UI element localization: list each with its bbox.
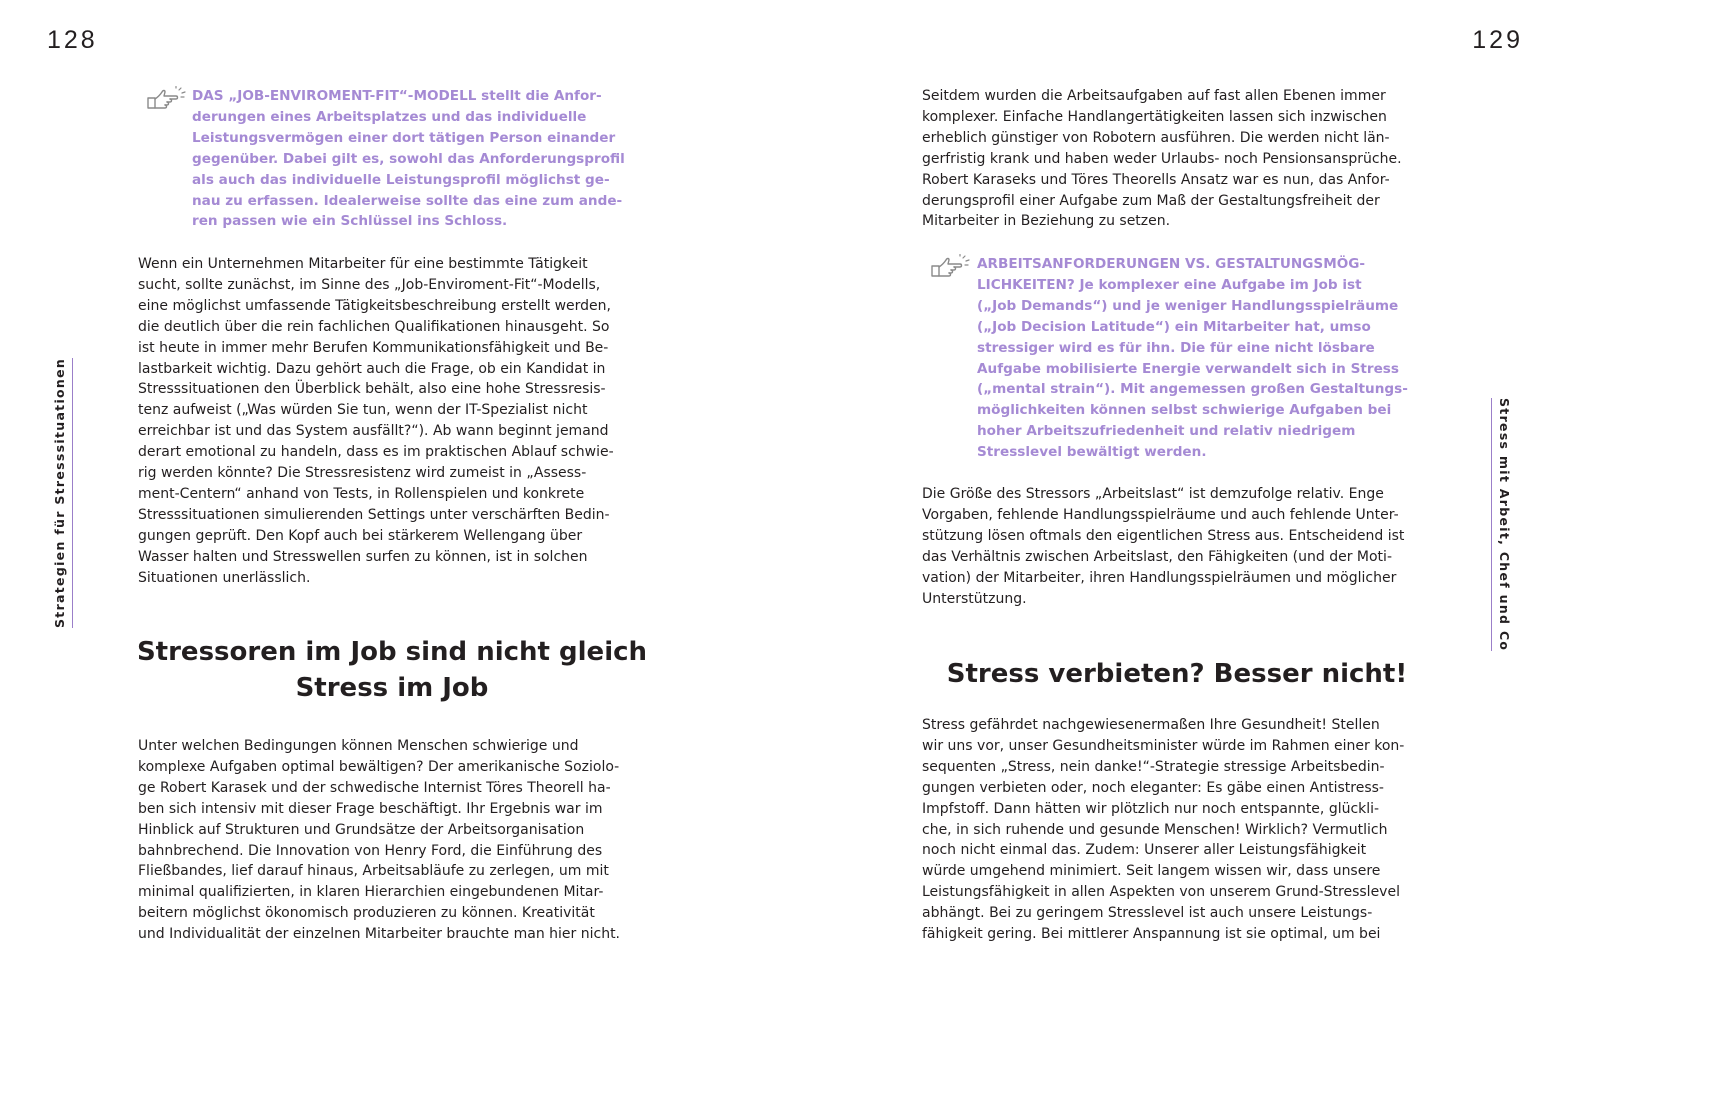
section-heading-left (112, 634, 672, 706)
callout-line: Stresslevel bewältigt werden. (977, 444, 1207, 461)
callout-line: Aufgabe mobilisierte Energie verwandelt sich in Stress (977, 360, 1399, 377)
paragraph-right-2 (922, 484, 1404, 609)
text-line: Unter welchen Bedingungen können Menschen schwierige und (138, 738, 579, 754)
text-line: gungen geprüft. Den Kopf auch bei stärkerem Wellengang über (138, 527, 583, 544)
text-line: vation) der Mitarbeiter, ihren Handlungsspielräumen und möglicher (922, 569, 1397, 586)
callout-line: als auch das individuelle Leistungsprofil möglichst ge- (192, 171, 610, 188)
callout-line: hoher Arbeitszufriedenheit und relativ niedrigem (977, 423, 1356, 440)
text-line: gungen verbieten oder, noch eleganter: Es gäbe einen Antistress- (922, 779, 1384, 796)
paragraph-right-1 (922, 86, 1402, 232)
text-line: Stresssituationen simulierenden Settings unter verschärften Bedin- (138, 506, 610, 523)
text-line: tenz aufweist („Was würden Sie tun, wenn der IT-Spezialist nicht (138, 402, 588, 419)
text-line: derungsprofil einer Aufgabe zum Maß der Gestaltungsfreiheit der (922, 192, 1380, 209)
heading-line: Stress verbieten? Besser nicht! (946, 659, 1408, 689)
text-line: Fließbandes, lief darauf hinaus, Arbeitsabläufe zu zerlegen, um mit (138, 863, 609, 880)
text-line: che, in sich ruhende und gesunde Menschen! Wirklich? Vermutlich (922, 821, 1388, 838)
paragraph-left-2 (138, 736, 620, 945)
pointing-hand-icon (146, 86, 190, 112)
text-line: lastbarkeit wichtig. Dazu gehört auch die Frage, ob ein Kandidat in (138, 360, 606, 377)
page-number-left: 128 (47, 26, 98, 54)
callout-demands-vs-latitude (930, 254, 1450, 469)
paragraph-left-1 (138, 254, 614, 589)
text-line: Die Größe des Stressors „Arbeitslast“ ist demzufolge relativ. Enge (922, 486, 1384, 502)
text-line: ist heute in immer mehr Berufen Kommunikationsfähigkeit und Be- (138, 339, 609, 356)
callout-text-left (192, 86, 625, 232)
callout-line: („Job Demands“) und je weniger Handlungsspielräume (977, 297, 1399, 314)
text-line: eine möglichst umfassende Tätigkeitsbeschreibung erstellt werden, (138, 297, 611, 314)
text-line: ment-Centern“ anhand von Tests, in Rollenspielen und konkrete (138, 485, 585, 502)
text-line: sequenten „Stress, nein danke!“-Strategie stressige Arbeitsbedin- (922, 758, 1385, 775)
text-line: komplexe Aufgaben optimal bewältigen? Der amerikanische Soziolo- (138, 758, 620, 775)
callout-line: („mental strain“). Mit angemessen großen Gestaltungs- (977, 381, 1408, 398)
text-line: und Individualität der einzelnen Mitarbeiter brauchte man hier nicht. (138, 926, 621, 943)
right-page (772, 0, 1544, 1010)
text-line: Leistungsfähigkeit in allen Aspekten von unserem Grund-Stresslevel (922, 884, 1400, 901)
text-line: Seitdem wurden die Arbeitsaufgaben auf fast allen Ebenen immer (922, 88, 1386, 104)
text-line: Wenn ein Unternehmen Mitarbeiter für eine bestimmte Tätigkeit (138, 256, 588, 272)
text-line: Impfstoff. Dann hätten wir plötzlich nur noch entspannte, glückli- (922, 800, 1380, 817)
section-heading-right (892, 656, 1462, 692)
callout-line: gegenüber. Dabei gilt es, sowohl das Anforderungsprofil (192, 150, 625, 167)
heading-line: Stressoren im Job sind nicht gleich (136, 637, 648, 667)
text-line: noch nicht einmal das. Zudem: Unserer aller Leistungsfähigkeit (922, 842, 1367, 859)
text-line: würde umgehend minimiert. Seit langem wissen wir, dass unsere (922, 863, 1381, 880)
text-line: minimal qualifizierten, in klaren Hierarchien eingebundenen Mitar- (138, 884, 604, 901)
text-line: ge Robert Karasek und der schwedische Internist Töres Theorell ha- (138, 779, 611, 796)
callout-line: stressiger wird es für ihn. Die für eine nicht lösbare (977, 339, 1375, 356)
callout-line: DAS „JOB-ENVIROMENT-FIT“-MODELL stellt die Anfor- (192, 88, 602, 104)
pointing-hand-icon (930, 254, 974, 280)
callout-job-environment-fit (146, 86, 666, 236)
callout-line: ren passen wie ein Schlüssel ins Schloss. (192, 213, 508, 230)
text-line: fähigkeit gering. Bei mittlerer Anspannung ist sie optimal, um bei (922, 926, 1381, 943)
text-line: gerfristig krank und haben weder Urlaubs- noch Pensionsansprüche. (922, 150, 1402, 167)
text-line: Vorgaben, fehlende Handlungsspielräume und auch fehlende Unter- (922, 506, 1399, 523)
text-line: das Verhältnis zwischen Arbeitslast, den Fähigkeiten (und der Moti- (922, 548, 1392, 565)
text-line: Stresssituationen den Überblick behält, also eine hohe Stressresis- (138, 381, 606, 398)
text-line: erreichbar ist und das System ausfällt?“). Ab wann beginnt jemand (138, 423, 609, 440)
callout-text-right (977, 254, 1408, 463)
text-line: ben sich intensiv mit dieser Frage beschäftigt. Ihr Ergebnis war im (138, 800, 603, 817)
callout-line: nau zu erfassen. Idealerweise sollte das eine zum ande- (192, 192, 623, 209)
text-line: Unterstützung. (922, 590, 1027, 607)
text-line: Mitarbeiter in Beziehung zu setzen. (922, 213, 1171, 230)
callout-line: LICHKEITEN? Je komplexer eine Aufgabe im Job ist (977, 276, 1362, 293)
callout-line: derungen eines Arbeitsplatzes und das individuelle (192, 108, 587, 125)
heading-line: Stress im Job (295, 673, 489, 703)
text-line: Hinblick auf Strukturen und Grundsätze der Arbeitsorganisation (138, 821, 585, 838)
text-line: derart emotional zu handeln, dass es im praktischen Ablauf schwie- (138, 444, 614, 461)
text-line: Wasser halten und Stresswellen surfen zu können, ist in solchen (138, 548, 588, 565)
text-line: rig werden könnte? Die Stressresistenz wird zumeist in „Assess- (138, 465, 587, 482)
callout-line: möglichkeiten können selbst schwierige Aufgaben bei (977, 402, 1392, 419)
text-line: Stress gefährdet nachgewiesenermaßen Ihre Gesundheit! Stellen (922, 717, 1380, 733)
text-line: Robert Karaseks und Töres Theorells Ansatz war es nun, das Anfor- (922, 171, 1390, 188)
text-line: beitern möglichst ökonomisch produzieren zu können. Kreativität (138, 905, 595, 922)
running-head-right: Stress mit Arbeit, Chef und Co (1491, 398, 1512, 651)
page-number-right: 129 (1472, 26, 1523, 54)
text-line: bahnbrechend. Die Innovation von Henry Ford, die Einführung des (138, 842, 603, 859)
text-line: stützung lösen oftmals den eigentlichen Stress aus. Entscheidend ist (922, 527, 1405, 544)
text-line: Situationen unerlässlich. (138, 569, 311, 586)
text-line: erheblich günstiger von Robotern ausführen. Die werden nicht län- (922, 129, 1390, 146)
running-head-left: Strategien für Stresssituationen (52, 358, 73, 628)
callout-line: („Job Decision Latitude“) ein Mitarbeiter hat, umso (977, 318, 1371, 335)
left-page (0, 0, 772, 1010)
text-line: die deutlich über die rein fachlichen Qualifikationen hinausgeht. So (138, 318, 610, 335)
callout-line: Leistungsvermögen einer dort tätigen Person einander (192, 129, 616, 146)
text-line: abhängt. Bei zu geringem Stresslevel ist auch unsere Leistungs- (922, 905, 1373, 922)
text-line: sucht, sollte zunächst, im Sinne des „Job-Enviroment-Fit“-Modells, (138, 276, 601, 293)
text-line: komplexer. Einfache Handlangertätigkeiten lassen sich inzwischen (922, 108, 1387, 125)
callout-line: ARBEITSANFORDERUNGEN VS. GESTALTUNGSMÖG- (977, 256, 1366, 272)
paragraph-right-3 (922, 715, 1404, 945)
text-line: wir uns vor, unser Gesundheitsminister würde im Rahmen einer kon- (922, 737, 1405, 754)
